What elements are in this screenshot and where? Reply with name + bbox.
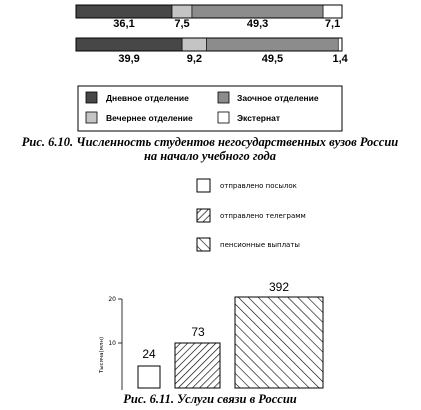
segment-value-label: 1,4	[332, 53, 348, 65]
segment-value-label: 7,5	[174, 18, 190, 30]
bar-segment	[76, 5, 172, 18]
legend-item-pensions	[197, 238, 300, 251]
bar-segment	[207, 38, 339, 51]
bar-segment	[172, 5, 192, 18]
y-tick-label: 20	[108, 296, 116, 303]
legend-label: Экстернат	[237, 113, 281, 123]
bar-segment	[192, 5, 323, 18]
legend-item-telegrams	[197, 209, 306, 222]
legend-swatch	[86, 112, 97, 123]
legend-swatch	[197, 209, 210, 222]
bar-segment	[323, 5, 342, 18]
bar-segment	[76, 38, 182, 51]
bar-segment	[338, 38, 342, 51]
legend-swatch	[197, 238, 210, 251]
legend-label: пенсионные выплаты	[220, 241, 300, 249]
segment-value-label: 39,9	[118, 53, 140, 65]
figure-caption: Рис. 6.11. Услуги связи в России	[123, 392, 297, 406]
segment-value-label: 49,3	[246, 18, 269, 30]
bar-parcels	[138, 366, 160, 388]
legend-label: Дневное отделение	[106, 93, 189, 103]
figure-caption-line-1: Рис. 6.10. Численность студентов негосударственных вузов России	[21, 135, 399, 149]
legend-swatch	[218, 92, 229, 103]
y-axis-label: Тысяча(млн)	[99, 336, 105, 374]
segment-value-label: 7,1	[324, 18, 341, 30]
legend-swatch	[197, 179, 210, 192]
bar-value-label: 73	[191, 325, 205, 339]
legend-item-external	[218, 112, 280, 123]
stacked-bar-chart	[22, 5, 399, 163]
bar-telegrams	[175, 343, 220, 388]
legend-swatch	[218, 112, 229, 123]
segment-value-label: 49,5	[261, 53, 284, 65]
segment-value-label: 36,1	[113, 18, 135, 30]
communication-services-chart	[99, 179, 323, 406]
bar-value-label: 392	[268, 280, 290, 294]
figure-caption-line-2: на начало учебного года	[143, 149, 277, 163]
bar-segment	[182, 38, 206, 51]
legend-label: отправлено телеграмм	[220, 212, 306, 220]
segment-value-label: 9,2	[186, 53, 203, 65]
legend-item-parcels	[197, 179, 297, 192]
legend-label: отправлено посылок	[220, 182, 297, 190]
bar-pensions	[235, 297, 323, 388]
legend-swatch	[86, 92, 97, 103]
legend-label: Вечернее отделение	[106, 113, 193, 123]
legend	[197, 179, 306, 251]
bar-value-label: 24	[142, 347, 156, 361]
y-tick-label: 10	[108, 340, 116, 347]
legend-label: Заочное отделение	[237, 93, 319, 103]
